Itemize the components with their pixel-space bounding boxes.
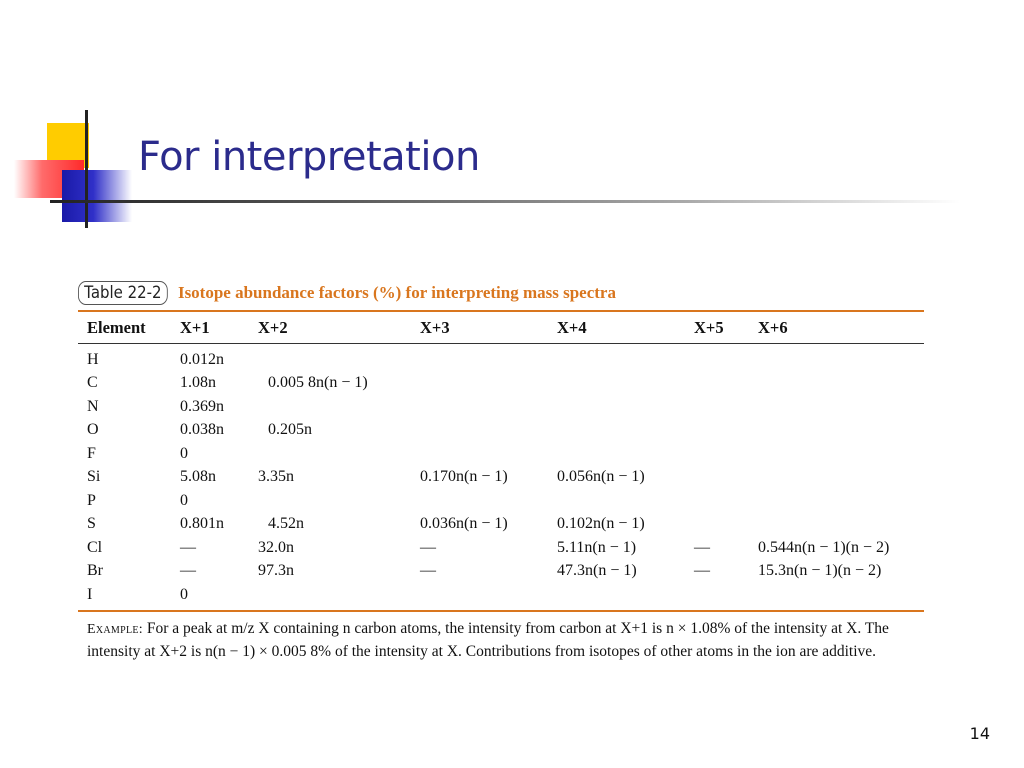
factor-cell: 0.102n(n − 1) (557, 515, 645, 533)
example-label: Example: (87, 621, 143, 637)
factor-cell: 5.08n (180, 468, 216, 486)
factor-cell (758, 372, 924, 396)
factor-cell (758, 344, 924, 372)
table-number: Table 22-2 (78, 281, 168, 305)
table-heading (78, 278, 924, 308)
column-header: X+3 (420, 318, 450, 337)
factor-cell: 97.3n (258, 562, 294, 580)
factor-cell (557, 395, 694, 419)
factor-cell: — (420, 538, 436, 556)
element-cell: H (87, 350, 99, 368)
factor-cell: 0 (180, 491, 188, 509)
factor-cell (420, 583, 557, 607)
factor-cell (258, 395, 420, 419)
table-row (78, 489, 924, 513)
factor-cell: 0.801n (180, 515, 224, 533)
column-header: X+4 (557, 318, 587, 337)
element-cell: Cl (87, 538, 103, 556)
element-cell: N (87, 397, 99, 415)
element-cell: Si (87, 468, 101, 486)
factor-cell: — (420, 562, 436, 580)
factor-cell: — (694, 562, 710, 580)
table-row (78, 583, 924, 607)
slide-title: For interpretation (138, 134, 480, 180)
factor-cell (420, 372, 557, 396)
factor-cell: 0.005 8n(n − 1) (268, 374, 368, 392)
table-example-note (87, 618, 924, 664)
factor-cell: 0 (180, 585, 188, 603)
decoration-blue-square (62, 170, 132, 222)
table-row (78, 536, 924, 560)
factor-cell (758, 442, 924, 466)
table-row (78, 442, 924, 466)
factor-cell (557, 419, 694, 443)
factor-cell (758, 583, 924, 607)
factor-cell: 1.08n (180, 374, 216, 392)
factor-cell: 3.35n (258, 468, 294, 486)
factor-cell (694, 442, 758, 466)
factor-cell (694, 395, 758, 419)
table-row (78, 513, 924, 537)
factor-cell: — (180, 562, 196, 580)
table-header-row (78, 312, 924, 343)
factor-cell (557, 372, 694, 396)
factor-cell: 0.036n(n − 1) (420, 515, 508, 533)
column-header: Element (87, 318, 146, 337)
factor-cell (758, 395, 924, 419)
column-header: X+2 (258, 318, 288, 337)
element-cell: Br (87, 562, 103, 580)
factor-cell (694, 344, 758, 372)
element-cell: O (87, 421, 99, 439)
factor-cell: 0.056n(n − 1) (557, 468, 645, 486)
factor-cell: 15.3n(n − 1)(n − 2) (758, 562, 882, 580)
factor-cell (420, 419, 557, 443)
title-underline (50, 200, 960, 203)
factor-cell (258, 583, 420, 607)
factor-cell (758, 489, 924, 513)
factor-cell: 0.369n (180, 397, 224, 415)
factor-cell (694, 583, 758, 607)
factor-cell (258, 344, 420, 372)
factor-cell: 0.544n(n − 1)(n − 2) (758, 538, 890, 556)
element-cell: P (87, 491, 96, 509)
factor-cell (420, 395, 557, 419)
table-figure (78, 278, 924, 664)
decoration-vertical-line (85, 110, 88, 228)
factor-cell: 0.205n (268, 421, 312, 439)
column-header: X+1 (180, 318, 210, 337)
column-header: X+5 (694, 318, 724, 337)
factor-cell (557, 442, 694, 466)
factor-cell (420, 344, 557, 372)
isotope-table (78, 312, 924, 607)
element-cell: F (87, 444, 96, 462)
page-number: 14 (969, 724, 990, 743)
factor-cell: — (180, 538, 196, 556)
example-text: For a peak at m/z X containing n carbon atoms, the intensity from carbon at X+1 is n × 1.08% of the intensity at X. The intensity at X+2 is n(n − 1) × 0.005 8% of the intensity at X. Contributions from isotopes of other atoms in the ion are additive. (87, 619, 889, 660)
table-row (78, 466, 924, 490)
factor-cell (694, 489, 758, 513)
table-row (78, 419, 924, 443)
factor-cell (557, 489, 694, 513)
factor-cell (420, 489, 557, 513)
factor-cell: 47.3n(n − 1) (557, 562, 637, 580)
element-cell: I (87, 585, 93, 603)
column-header: X+6 (758, 318, 788, 337)
factor-cell: 32.0n (258, 538, 294, 556)
factor-cell: 0.170n(n − 1) (420, 468, 508, 486)
factor-cell: 0.012n (180, 350, 224, 368)
factor-cell (557, 344, 694, 372)
table-row (78, 395, 924, 419)
factor-cell (758, 513, 924, 537)
element-cell: S (87, 515, 96, 533)
element-cell: C (87, 374, 98, 392)
factor-cell: 4.52n (268, 515, 304, 533)
table-row (78, 560, 924, 584)
factor-cell: 5.11n(n − 1) (557, 538, 637, 556)
factor-cell: 0.038n (180, 421, 224, 439)
factor-cell (758, 466, 924, 490)
title-decoration (0, 0, 140, 240)
factor-cell (694, 419, 758, 443)
factor-cell (694, 513, 758, 537)
factor-cell (557, 583, 694, 607)
factor-cell: 0 (180, 444, 188, 462)
factor-cell: — (694, 538, 710, 556)
factor-cell (258, 489, 420, 513)
factor-cell (694, 466, 758, 490)
table-row (78, 344, 924, 372)
factor-cell (420, 442, 557, 466)
table-row (78, 372, 924, 396)
table-body (78, 344, 924, 607)
table-caption: Isotope abundance factors (%) for interpreting mass spectra (177, 283, 616, 302)
table-bottom-rule (78, 610, 924, 612)
factor-cell (758, 419, 924, 443)
factor-cell (258, 442, 420, 466)
factor-cell (694, 372, 758, 396)
